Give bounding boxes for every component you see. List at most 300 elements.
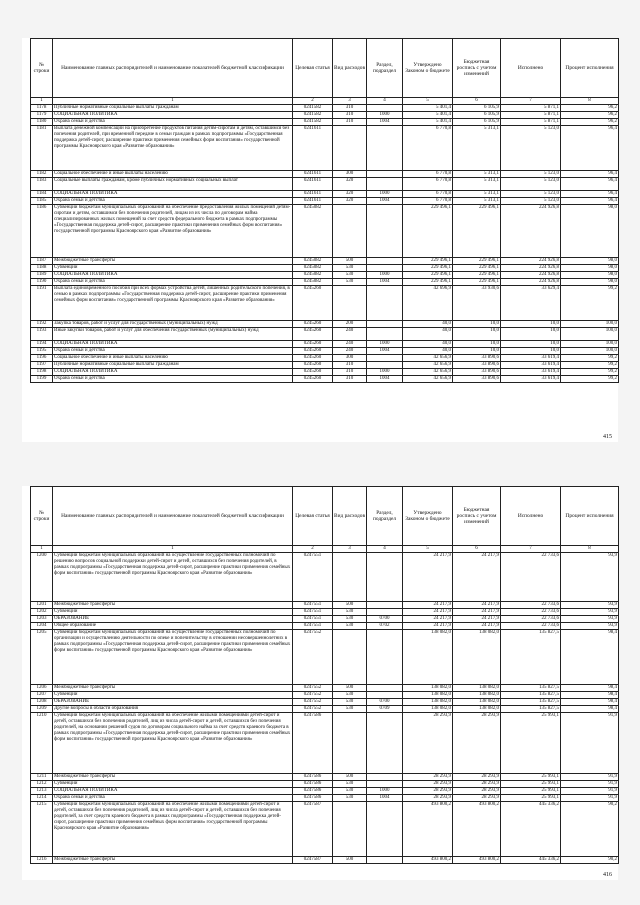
row-executed: 10,0 bbox=[501, 348, 561, 355]
row-executed: 22 733,6 bbox=[501, 623, 561, 630]
row-name: Субвенции bbox=[53, 692, 293, 699]
row-approved: 6 770,8 bbox=[403, 171, 453, 178]
row-schedule: 28 293,9 bbox=[453, 713, 501, 774]
row-target: 0247551 bbox=[293, 553, 333, 602]
row-target: 0241611 bbox=[293, 198, 333, 205]
header-section: Раздел, подраздел bbox=[367, 39, 403, 98]
table-body bbox=[31, 105, 619, 383]
table-row bbox=[31, 553, 619, 602]
row-executed: 135 827,5 bbox=[501, 692, 561, 699]
row-type: 310 bbox=[333, 376, 367, 383]
row-percent: 96,4 bbox=[561, 178, 619, 191]
row-name: Межбюджетные трансферты bbox=[53, 602, 293, 609]
row-number: 1197 bbox=[31, 362, 53, 369]
row-executed: 25 993,1 bbox=[501, 713, 561, 774]
row-name: Межбюджетные трансферты bbox=[53, 857, 293, 864]
row-number: 1185 bbox=[31, 198, 53, 205]
row-section bbox=[367, 553, 403, 602]
budget-table-page-415 bbox=[30, 38, 619, 383]
row-section: 0700 bbox=[367, 616, 403, 623]
row-approved: 28 293,9 bbox=[403, 795, 453, 802]
row-name: СОЦИАЛЬНАЯ ПОЛИТИКА bbox=[53, 191, 293, 198]
table-row bbox=[31, 171, 619, 178]
row-type bbox=[333, 205, 367, 258]
row-target: 0247551 bbox=[293, 609, 333, 616]
col-index: 5 bbox=[403, 546, 453, 553]
row-number: 1214 bbox=[31, 795, 53, 802]
row-section bbox=[367, 802, 403, 857]
row-type: 530 bbox=[333, 692, 367, 699]
row-schedule: 28 293,9 bbox=[453, 781, 501, 788]
row-executed: 445 336,2 bbox=[501, 802, 561, 857]
header-approved: Утверждено Законом о бюджете bbox=[403, 487, 453, 546]
row-type: 320 bbox=[333, 191, 367, 198]
row-type: 530 bbox=[333, 795, 367, 802]
header-section: Раздел, подраздел bbox=[367, 487, 403, 546]
row-approved: 28 293,9 bbox=[403, 713, 453, 774]
row-type: 500 bbox=[333, 685, 367, 692]
row-section bbox=[367, 321, 403, 328]
row-percent: 93,9 bbox=[561, 609, 619, 616]
header-percent: Процент исполнения bbox=[561, 39, 619, 98]
row-section bbox=[367, 685, 403, 692]
row-target: 0247587 bbox=[293, 857, 333, 864]
row-type: 310 bbox=[333, 369, 367, 376]
row-approved: 6 770,8 bbox=[403, 198, 453, 205]
row-name: ОБРАЗОВАНИЕ bbox=[53, 616, 293, 623]
row-percent: 98,4 bbox=[561, 685, 619, 692]
row-percent: 96,2 bbox=[561, 119, 619, 126]
row-executed: 5 871,1 bbox=[501, 105, 561, 112]
row-executed: 10,0 bbox=[501, 341, 561, 348]
row-section bbox=[367, 265, 403, 272]
row-section: 1000 bbox=[367, 369, 403, 376]
row-name: Публичные нормативные социальные выплаты гражданам bbox=[53, 105, 293, 112]
table-row bbox=[31, 362, 619, 369]
row-section bbox=[367, 286, 403, 321]
row-target: 0241582 bbox=[293, 105, 333, 112]
table-row bbox=[31, 105, 619, 112]
row-type bbox=[333, 286, 367, 321]
row-schedule: 33 890,6 bbox=[453, 369, 501, 376]
table-row bbox=[31, 191, 619, 198]
row-number: 1186 bbox=[31, 205, 53, 258]
row-target: 0247552 bbox=[293, 692, 333, 699]
row-section bbox=[367, 692, 403, 699]
row-number: 1207 bbox=[31, 692, 53, 699]
header-row bbox=[31, 487, 619, 546]
row-percent: 98,0 bbox=[561, 258, 619, 265]
row-target: 0241611 bbox=[293, 191, 333, 198]
row-name: СОЦИАЛЬНАЯ ПОЛИТИКА bbox=[53, 341, 293, 348]
table-row bbox=[31, 788, 619, 795]
row-type: 530 bbox=[333, 706, 367, 713]
header-num: № строки bbox=[31, 487, 53, 546]
header-row bbox=[31, 39, 619, 98]
row-target: 0247586 bbox=[293, 781, 333, 788]
row-type bbox=[333, 630, 367, 685]
row-target: 0241611 bbox=[293, 171, 333, 178]
row-percent: 100,0 bbox=[561, 341, 619, 348]
row-schedule: 33 890,6 bbox=[453, 355, 501, 362]
row-schedule: 138 082,0 bbox=[453, 699, 501, 706]
row-number: 1200 bbox=[31, 553, 53, 602]
row-approved: 138 082,0 bbox=[403, 630, 453, 685]
row-type: 310 bbox=[333, 119, 367, 126]
row-name: Охрана семьи и детства bbox=[53, 376, 293, 383]
row-name: Охрана семьи и детства bbox=[53, 348, 293, 355]
row-schedule: 229 496,1 bbox=[453, 205, 501, 258]
row-target: 0245260 bbox=[293, 286, 333, 321]
row-number: 1216 bbox=[31, 857, 53, 864]
row-name: ОБРАЗОВАНИЕ bbox=[53, 699, 293, 706]
col-index: 7 bbox=[501, 98, 561, 105]
row-approved: 42 656,9 bbox=[403, 362, 453, 369]
row-executed: 224 926,8 bbox=[501, 279, 561, 286]
row-type: 310 bbox=[333, 362, 367, 369]
row-schedule: 138 082,0 bbox=[453, 706, 501, 713]
table-row bbox=[31, 205, 619, 258]
row-type bbox=[333, 553, 367, 602]
row-percent: 96,4 bbox=[561, 171, 619, 178]
row-name: Охрана семьи и детства bbox=[53, 279, 293, 286]
row-type: 530 bbox=[333, 699, 367, 706]
row-executed: 22 733,6 bbox=[501, 616, 561, 623]
header-type: Вид расходов bbox=[333, 39, 367, 98]
row-section bbox=[367, 105, 403, 112]
row-name: Иные закупки товаров, работ и услуг для обеспечения государственных (муниципальных) нужд bbox=[53, 328, 293, 341]
col-index: 6 bbox=[453, 546, 501, 553]
row-approved: 229 496,1 bbox=[403, 205, 453, 258]
row-executed: 22 733,6 bbox=[501, 553, 561, 602]
row-target: 0247586 bbox=[293, 713, 333, 774]
row-section bbox=[367, 781, 403, 788]
row-number: 1210 bbox=[31, 713, 53, 774]
table-row bbox=[31, 355, 619, 362]
row-name: Выплата денежной компенсации на приобретение продуктов питания детям-сиротам и детям, оставшимся без попечения родителей, при временной передаче в семьи граждан в рамках подпрограммы «Государственная поддержка детей-сирот, расширение практики применения семейных форм воспитания» государственной программы Красноярского края «Развитие образования» bbox=[53, 126, 293, 171]
col-index: 8 bbox=[561, 546, 619, 553]
row-approved: 493 800,2 bbox=[403, 802, 453, 857]
row-executed: 445 336,2 bbox=[501, 857, 561, 864]
row-number: 1195 bbox=[31, 348, 53, 355]
row-percent: 98,4 bbox=[561, 692, 619, 699]
row-executed: 33 619,4 bbox=[501, 355, 561, 362]
row-executed: 22 733,6 bbox=[501, 609, 561, 616]
row-name: Субвенции бюджетам муниципальных образований на обеспечение жилыми помещениями детей-сирот и детей, оставшихся без попечения родителей, лиц из числа детей-сирот и детей, оставшихся без попечения родителей, на основании решений судов по договорам социального найма за счет средств краевого бюджета в рамках подпрограммы «Государственная поддержка детей-сирот, расширение практики применения семейных форм воспитания» государственной программы Красноярского края «Развитие образования» bbox=[53, 713, 293, 774]
row-schedule: 10,0 bbox=[453, 328, 501, 341]
col-index: 1 bbox=[53, 98, 293, 105]
row-target: 0247552 bbox=[293, 685, 333, 692]
row-executed: 5 123,0 bbox=[501, 126, 561, 171]
row-percent: 96,2 bbox=[561, 112, 619, 119]
row-percent: 99,2 bbox=[561, 362, 619, 369]
row-approved: 5 401,4 bbox=[403, 105, 453, 112]
row-approved: 42 696,9 bbox=[403, 286, 453, 321]
row-schedule: 24 217,9 bbox=[453, 553, 501, 602]
row-approved: 42 656,9 bbox=[403, 369, 453, 376]
page-number: 416 bbox=[603, 872, 612, 878]
row-name: Охрана семьи и детства bbox=[53, 198, 293, 205]
row-name: СОЦИАЛЬНАЯ ПОЛИТИКА bbox=[53, 272, 293, 279]
row-percent: 91,9 bbox=[561, 788, 619, 795]
row-name: Охрана семьи и детства bbox=[53, 795, 293, 802]
row-type: 240 bbox=[333, 341, 367, 348]
row-approved: 5 401,4 bbox=[403, 112, 453, 119]
row-approved: 229 496,1 bbox=[403, 258, 453, 265]
row-section: 1004 bbox=[367, 279, 403, 286]
row-number: 1178 bbox=[31, 105, 53, 112]
row-percent: 98,0 bbox=[561, 265, 619, 272]
row-approved: 6 770,8 bbox=[403, 178, 453, 191]
row-approved: 138 082,0 bbox=[403, 692, 453, 699]
row-number: 1211 bbox=[31, 774, 53, 781]
col-index: 1 bbox=[31, 98, 53, 105]
header-schedule: Бюджетная роспись с учетом изменений bbox=[453, 487, 501, 546]
row-number: 1183 bbox=[31, 178, 53, 191]
row-name: Субвенции бюджетам муниципальных образований на осуществление государственных полномочий по решению вопросов социальной поддержки детей-сирот и детей, оставшихся без попечения родителей, в рамках подпрограммы «Государственная поддержка детей-сирот, расширение практики применения семейных форм воспитания» государственной программы Красноярского края «Развитие образования» bbox=[53, 553, 293, 602]
header-executed: Исполнено bbox=[501, 487, 561, 546]
row-type bbox=[333, 802, 367, 857]
row-schedule: 33 890,6 bbox=[453, 362, 501, 369]
row-approved: 40,0 bbox=[403, 348, 453, 355]
row-type: 500 bbox=[333, 602, 367, 609]
row-name: Социальное обеспечение и иные выплаты населению bbox=[53, 171, 293, 178]
table-row bbox=[31, 286, 619, 321]
row-executed: 25 993,1 bbox=[501, 774, 561, 781]
row-type: 310 bbox=[333, 112, 367, 119]
row-target: 0241611 bbox=[293, 126, 333, 171]
row-target: 0241582 bbox=[293, 119, 333, 126]
header-name: Наименование главных распорядителей и наименование показателей бюджетной классификации bbox=[53, 39, 293, 98]
row-number: 1189 bbox=[31, 272, 53, 279]
row-percent: 100,0 bbox=[561, 321, 619, 328]
header-approved: Утверждено Законом о бюджете bbox=[403, 39, 453, 98]
row-target: 0245260 bbox=[293, 362, 333, 369]
table-row bbox=[31, 198, 619, 205]
row-schedule: 229 496,1 bbox=[453, 279, 501, 286]
row-executed: 5 871,1 bbox=[501, 119, 561, 126]
table-row bbox=[31, 857, 619, 864]
row-percent: 99,2 bbox=[561, 355, 619, 362]
row-target: 0245260 bbox=[293, 328, 333, 341]
table-row bbox=[31, 685, 619, 692]
row-target: 0247551 bbox=[293, 623, 333, 630]
row-executed: 33 619,4 bbox=[501, 369, 561, 376]
row-name: Межбюджетные трансферты bbox=[53, 685, 293, 692]
row-target: 0245260 bbox=[293, 341, 333, 348]
table-row bbox=[31, 609, 619, 616]
header-num: № строки bbox=[31, 39, 53, 98]
row-executed: 25 993,1 bbox=[501, 788, 561, 795]
row-target: 0245082 bbox=[293, 258, 333, 265]
row-name: Межбюджетные трансферты bbox=[53, 258, 293, 265]
row-schedule: 24 217,9 bbox=[453, 616, 501, 623]
header-target: Целевая статья bbox=[293, 39, 333, 98]
table-row bbox=[31, 126, 619, 171]
budget-table-page-416 bbox=[30, 486, 619, 864]
row-approved: 229 496,1 bbox=[403, 279, 453, 286]
row-approved: 6 770,8 bbox=[403, 126, 453, 171]
row-section: 0702 bbox=[367, 623, 403, 630]
row-executed: 135 827,5 bbox=[501, 630, 561, 685]
row-approved: 40,0 bbox=[403, 341, 453, 348]
row-target: 0245082 bbox=[293, 279, 333, 286]
row-executed: 135 827,5 bbox=[501, 685, 561, 692]
row-section bbox=[367, 713, 403, 774]
row-number: 1205 bbox=[31, 630, 53, 685]
row-section bbox=[367, 258, 403, 265]
row-schedule: 5 313,1 bbox=[453, 171, 501, 178]
row-target: 0245082 bbox=[293, 272, 333, 279]
row-type: 530 bbox=[333, 616, 367, 623]
table-row bbox=[31, 602, 619, 609]
col-index: 3 bbox=[333, 546, 367, 553]
row-name: Субвенции бюджетам муниципальных образований на обеспечение предоставления жилых помещений детям-сиротам и детям, оставшимся без попечения родителей, лицам из их числа по договорам найма специализированных жилых помещений за счет средств федерального бюджета в рамках подпрограммы «Государственная поддержка детей-сирот, расширение практики применения семейных форм воспитания» государственной программы Красноярского края «Развитие образования» bbox=[53, 205, 293, 258]
row-target: 0247586 bbox=[293, 774, 333, 781]
row-type: 530 bbox=[333, 609, 367, 616]
row-executed: 224 926,8 bbox=[501, 272, 561, 279]
row-executed: 22 733,6 bbox=[501, 602, 561, 609]
row-number: 1193 bbox=[31, 328, 53, 341]
row-section: 1004 bbox=[367, 119, 403, 126]
table-row bbox=[31, 119, 619, 126]
row-schedule: 33 930,6 bbox=[453, 286, 501, 321]
table-row bbox=[31, 699, 619, 706]
row-target: 0247552 bbox=[293, 630, 333, 685]
row-percent: 100,0 bbox=[561, 348, 619, 355]
row-approved: 42 656,9 bbox=[403, 355, 453, 362]
row-type: 500 bbox=[333, 258, 367, 265]
row-name: Закупка товаров, работ и услуг для государственных (муниципальных) нужд bbox=[53, 321, 293, 328]
row-percent: 91,9 bbox=[561, 774, 619, 781]
row-section bbox=[367, 630, 403, 685]
table-row bbox=[31, 376, 619, 383]
row-section: 1004 bbox=[367, 348, 403, 355]
col-index: 3 bbox=[333, 98, 367, 105]
row-executed: 5 123,0 bbox=[501, 198, 561, 205]
row-approved: 229 496,1 bbox=[403, 272, 453, 279]
row-percent: 91,9 bbox=[561, 781, 619, 788]
row-type: 300 bbox=[333, 171, 367, 178]
row-target: 0245260 bbox=[293, 376, 333, 383]
row-name: СОЦИАЛЬНАЯ ПОЛИТИКА bbox=[53, 788, 293, 795]
row-approved: 24 217,9 bbox=[403, 623, 453, 630]
row-type: 530 bbox=[333, 781, 367, 788]
row-executed: 5 871,1 bbox=[501, 112, 561, 119]
table-row bbox=[31, 706, 619, 713]
row-section bbox=[367, 774, 403, 781]
row-schedule: 229 496,1 bbox=[453, 258, 501, 265]
row-target: 0241611 bbox=[293, 178, 333, 191]
row-type: 320 bbox=[333, 178, 367, 191]
row-type: 530 bbox=[333, 623, 367, 630]
col-index: 4 bbox=[367, 546, 403, 553]
row-section bbox=[367, 362, 403, 369]
row-approved: 42 656,9 bbox=[403, 376, 453, 383]
row-number: 1191 bbox=[31, 286, 53, 321]
row-number: 1208 bbox=[31, 699, 53, 706]
row-executed: 5 123,0 bbox=[501, 178, 561, 191]
row-section: 0700 bbox=[367, 699, 403, 706]
row-approved: 40,0 bbox=[403, 321, 453, 328]
row-executed: 135 827,5 bbox=[501, 706, 561, 713]
row-schedule: 493 800,2 bbox=[453, 857, 501, 864]
table-row bbox=[31, 348, 619, 355]
table-row bbox=[31, 623, 619, 630]
row-percent: 98,4 bbox=[561, 699, 619, 706]
row-schedule: 493 800,2 bbox=[453, 802, 501, 857]
row-schedule: 5 313,1 bbox=[453, 191, 501, 198]
row-name: Публичные нормативные социальные выплаты гражданам bbox=[53, 362, 293, 369]
row-percent: 91,9 bbox=[561, 795, 619, 802]
row-section bbox=[367, 126, 403, 171]
row-number: 1213 bbox=[31, 788, 53, 795]
row-type: 530 bbox=[333, 272, 367, 279]
row-name: Межбюджетные трансферты bbox=[53, 774, 293, 781]
row-executed: 5 123,0 bbox=[501, 171, 561, 178]
row-executed: 33 629,4 bbox=[501, 286, 561, 321]
col-index: 1 bbox=[31, 546, 53, 553]
table-row bbox=[31, 272, 619, 279]
col-index: 5 bbox=[403, 98, 453, 105]
column-index-row bbox=[31, 546, 619, 553]
row-approved: 24 217,9 bbox=[403, 616, 453, 623]
row-type: 200 bbox=[333, 321, 367, 328]
row-number: 1196 bbox=[31, 355, 53, 362]
col-index: 8 bbox=[561, 98, 619, 105]
row-schedule: 33 890,6 bbox=[453, 376, 501, 383]
row-percent: 93,9 bbox=[561, 553, 619, 602]
row-section bbox=[367, 178, 403, 191]
row-name: Выплата единовременного пособия при всех формах устройства детей, лишенных родительского попечения, в семью в рамках подпрограммы «Государственная поддержка детей-сирот, расширение практики применения семейных форм воспитания» государственной программы Красноярского края «Развитие образования» bbox=[53, 286, 293, 321]
row-section: 1000 bbox=[367, 341, 403, 348]
row-percent: 96,2 bbox=[561, 105, 619, 112]
row-target: 0247551 bbox=[293, 602, 333, 609]
page-416 bbox=[22, 486, 618, 880]
row-schedule: 10,0 bbox=[453, 341, 501, 348]
row-approved: 493 800,2 bbox=[403, 857, 453, 864]
table-row bbox=[31, 321, 619, 328]
row-approved: 28 293,9 bbox=[403, 788, 453, 795]
row-target: 0245260 bbox=[293, 355, 333, 362]
row-name: Субвенции бюджетам муниципальных образований на обеспечение жилыми помещениями детей-сирот и детей, оставшихся без попечения родителей, лиц из числа детей-сирот и детей, оставшихся без попечения родителей, за счет средств краевого бюджета в рамках подпрограммы «Государственная поддержка детей-сирот, расширение практики применения семейных форм воспитания» государственной программы Красноярского края «Развитие образования» bbox=[53, 802, 293, 857]
row-percent: 98,0 bbox=[561, 272, 619, 279]
table-row bbox=[31, 258, 619, 265]
row-name: СОЦИАЛЬНАЯ ПОЛИТИКА bbox=[53, 369, 293, 376]
row-section: 1004 bbox=[367, 198, 403, 205]
row-percent: 90,2 bbox=[561, 802, 619, 857]
row-percent: 99,2 bbox=[561, 376, 619, 383]
row-name: Субвенции bbox=[53, 609, 293, 616]
page-number: 415 bbox=[603, 434, 612, 440]
header-target: Целевая статья bbox=[293, 487, 333, 546]
header-name: Наименование главных распорядителей и наименование показателей бюджетной классификации bbox=[53, 487, 293, 546]
row-number: 1215 bbox=[31, 802, 53, 857]
row-schedule: 28 293,9 bbox=[453, 788, 501, 795]
row-percent: 98,4 bbox=[561, 630, 619, 685]
row-target: 0247551 bbox=[293, 616, 333, 623]
table-body bbox=[31, 553, 619, 864]
row-number: 1182 bbox=[31, 171, 53, 178]
page-415 bbox=[22, 38, 618, 442]
row-name: Субвенции bbox=[53, 781, 293, 788]
row-section: 1000 bbox=[367, 191, 403, 198]
table-row bbox=[31, 341, 619, 348]
row-schedule: 5 313,1 bbox=[453, 178, 501, 191]
row-percent: 93,9 bbox=[561, 602, 619, 609]
row-percent: 98,4 bbox=[561, 706, 619, 713]
row-executed: 224 926,8 bbox=[501, 265, 561, 272]
